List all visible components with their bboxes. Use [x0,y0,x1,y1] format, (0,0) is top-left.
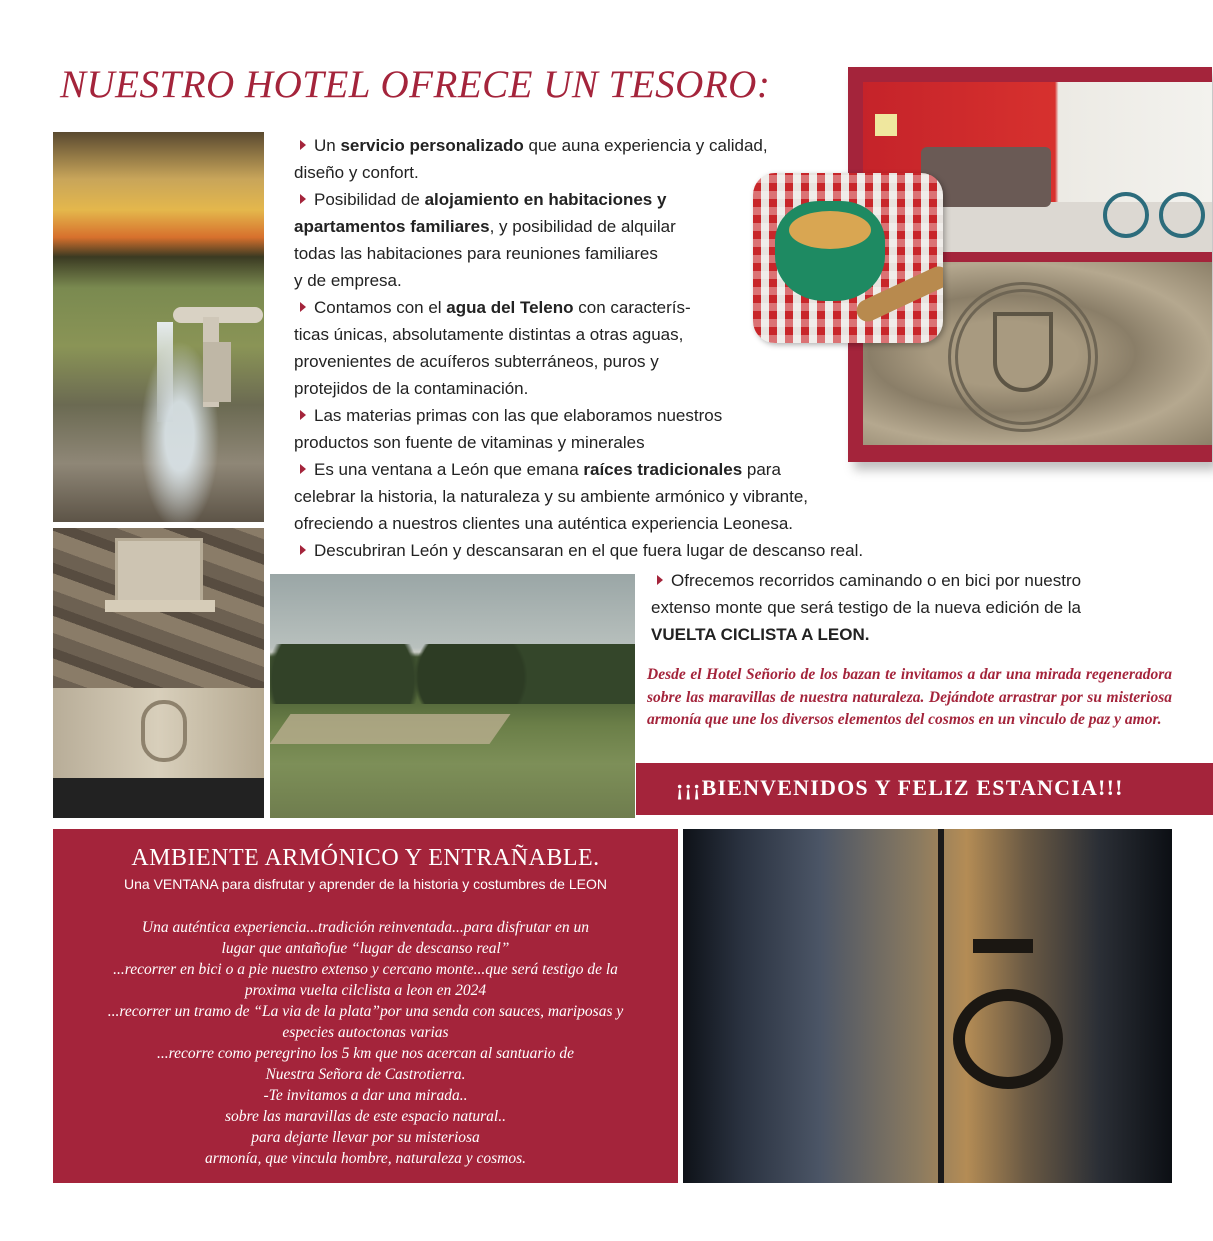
bullet-arrow-icon [300,194,306,204]
poem-line: ...recorrer un tramo de “La via de la plata”por una senda con sauces, mariposas y [107,1003,624,1020]
poem-line: Una auténtica experiencia...tradición reinventada...para disfrutar en un [141,919,590,936]
cyclist-field-photo [270,574,635,818]
bold-text-segment: servicio personalizado [340,136,524,155]
bullet-arrow-icon [300,545,306,555]
poem-line: ...recorrer en bici o a pie nuestro extenso y cercano monte...que será testigo de la [113,961,618,978]
text-segment: diseño y confort. [294,163,419,182]
page-title: NUESTRO HOTEL OFRECE UN TESORO: [60,63,771,106]
offerings-list [294,132,914,564]
invitation-paragraph: Desde el Hotel Señorio de los bazan te invitamos a dar una mirada regeneradora sobre las maravillas de nuestra naturaleza. Dejándote arrastrar por su misteriosa armonía que une los diversos elementos del cosmos en un vinculo de paz y amor. [647,666,1172,728]
bold-text-segment: VUELTA CICLISTA A LEON. [651,625,870,644]
bullet-arrow-icon [300,302,306,312]
bullet-arrow-icon [300,410,306,420]
ambiente-title: AMBIENTE ARMÓNICO Y ENTRAÑABLE. [131,845,600,871]
bullet-arrow-icon [300,464,306,474]
text-segment: Las materias primas con las que elaboramos nuestros [314,406,723,425]
poem-line: sobre las maravillas de este espacio natural.. [225,1108,506,1125]
text-segment: Es una ventana a León que emana [314,460,584,479]
poem-line: lugar que antañofue “lugar de descanso real” [221,940,510,957]
welcome-text: ¡¡¡BIENVENIDOS Y FELIZ ESTANCIA!!! [676,775,1124,800]
text-segment: productos son fuente de vitaminas y minerales [294,433,645,452]
poem-line: proxima vuelta cilclista a leon en 2024 [244,982,487,999]
bullet-line [294,186,914,213]
text-segment: provenientes de acuíferos subterráneos, puros y [294,352,659,371]
bold-text-segment: apartamentos familiares [294,217,490,236]
text-segment: para [742,460,781,479]
bullet-line [294,132,914,159]
text-segment: Descubriran León y descansaran en el que fuera lugar de descanso real. [314,541,864,560]
bullet-line [294,510,914,537]
bold-text-segment: raíces tradicionales [583,460,743,479]
text-segment: extenso monte que será testigo de la nueva edición de la [651,598,1082,617]
bold-text-segment: alojamiento en habitaciones y [424,190,667,209]
text-segment: protejidos de la contaminación. [294,379,529,398]
bullet-line [651,621,1191,648]
ambiente-panel [53,829,678,1183]
bullet-line [294,375,914,402]
text-segment: Un [314,136,341,155]
bullet-line [294,537,914,564]
bullet-line [294,213,914,240]
text-segment: Ofrecemos recorridos caminando o en bici por nuestro [671,571,1082,590]
text-segment: ticas únicas, absolutamente distintas a otras aguas, [294,325,684,344]
poem-line: ...recorre como peregrino los 5 km que nos acercan al santuario de [157,1045,574,1062]
poem-line: -Te invitamos a dar una mirada.. [263,1087,468,1104]
text-segment: todas las habitaciones para reuniones familiares [294,244,658,263]
text-segment: Contamos con el [314,298,447,317]
text-segment: , y posibilidad de alquilar [489,217,676,236]
text-segment: y de empresa. [294,271,402,290]
poem-line: especies autoctonas varias [282,1024,449,1041]
text-segment: ofreciendo a nuestros clientes una auténtica experiencia Leonesa. [294,514,794,533]
stone-sundial-photo [53,528,264,818]
spring-water-photo [53,132,264,522]
text-segment: con caracterís- [573,298,691,317]
bold-text-segment: agua del Teleno [446,298,574,317]
text-segment: que auna experiencia y calidad, [523,136,768,155]
bullet-line [294,429,914,456]
ambiente-poem [73,917,658,1169]
bullet-arrow-icon [300,140,306,150]
ambiente-subtitle: Una VENTANA para disfrutar y aprender de la historia y costumbres de LEON [124,876,607,892]
bullet-line [294,348,914,375]
poem-line: Nuestra Señora de Castrotierra. [265,1066,466,1083]
text-segment: Posibilidad de [314,190,425,209]
bullet-line [651,567,1191,594]
bullet-line [294,267,914,294]
bullet-arrow-icon [657,575,663,585]
poem-line: armonía, que vincula hombre, naturaleza y cosmos. [204,1150,526,1167]
bullet-line [294,483,914,510]
welcome-banner [636,763,1213,815]
bullet-line [651,594,1191,621]
bullet-line [294,321,914,348]
bullet-line [294,159,914,186]
routes-bullet [651,567,1191,648]
text-segment: celebrar la historia, la naturaleza y su ambiente armónico y vibrante, [294,487,809,506]
bullet-line [294,456,914,483]
bullet-line [294,294,914,321]
bullet-line [294,240,914,267]
door-latch-photo [683,829,1172,1183]
poem-line: para dejarte llevar por su misteriosa [251,1129,480,1146]
bullet-line [294,402,914,429]
